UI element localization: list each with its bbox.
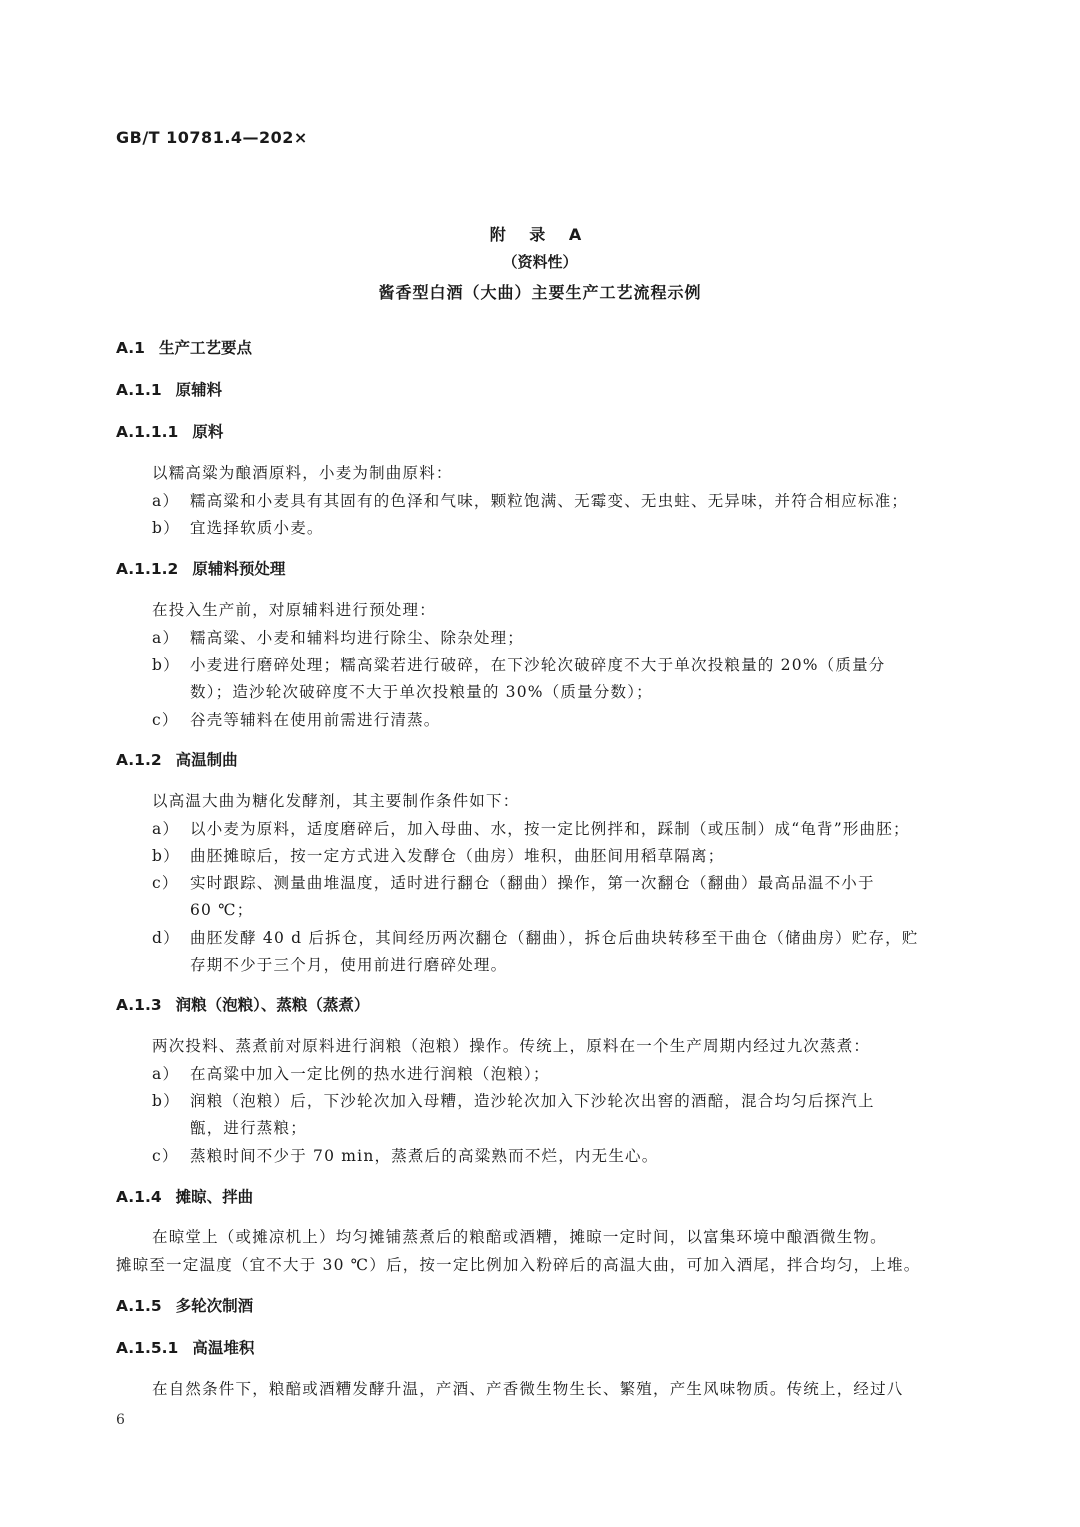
list-item	[152, 1144, 658, 1166]
heading-a13	[116, 993, 369, 1015]
list-text: 小麦进行磨碎处理；糯高粱若进行破碎，在下沙轮次破碎度不大于单次投粮量的 20%（质量分	[190, 656, 886, 674]
paragraph: 以高温大曲为糖化发酵剂，其主要制作条件如下：	[152, 792, 520, 810]
paragraph: 在投入生产前，对原辅料进行预处理：	[152, 601, 436, 619]
annex-label: 附 录 A	[489, 225, 591, 244]
heading-a15	[116, 1294, 253, 1316]
paragraph: 在自然条件下，粮醅或酒糟发酵升温，产酒、产香微生物生长、繁殖，产生风味物质。传统上，经过八	[152, 1380, 904, 1398]
list-label: b）	[152, 1092, 180, 1110]
list-label: c）	[152, 874, 179, 892]
list-text-continued: 甑，进行蒸粮；	[190, 1119, 307, 1137]
heading-title: 生产工艺要点	[158, 339, 252, 357]
list-text: 实时跟踪、测量曲堆温度，适时进行翻仓（翻曲）操作，第一次翻仓（翻曲）最高品温不小于	[190, 874, 875, 892]
list-label: b）	[152, 519, 180, 537]
list-item	[152, 489, 908, 511]
list-text: 糯高粱、小麦和辅料均进行除尘、除杂处理；	[190, 629, 525, 647]
list-text: 糯高粱和小麦具有其固有的色泽和气味，颗粒饱满、无霉变、无虫蛀、无异味，并符合相应标准；	[190, 492, 909, 510]
heading-a151	[116, 1336, 254, 1358]
list-item	[152, 1062, 550, 1084]
heading-number: A.1.1.1	[116, 423, 179, 441]
heading-title: 润粮（泡粮）、蒸粮（蒸煮）	[175, 996, 370, 1014]
heading-a14	[116, 1185, 253, 1207]
heading-number: A.1.4	[116, 1188, 162, 1206]
annex-title: 酱香型白酒（大曲）主要生产工艺流程示例	[378, 283, 702, 302]
list-text-continued: 60 ℃；	[190, 901, 254, 919]
document-code: GB/T 10781.4—202×	[116, 128, 308, 147]
paragraph: 两次投料、蒸煮前对原料进行润粮（泡粮）操作。传统上，原料在一个生产周期内经过九次蒸煮：	[152, 1037, 871, 1055]
list-text: 曲胚摊晾后，按一定方式进入发酵仓（曲房）堆积，曲胚间用稻草隔离；	[190, 847, 725, 865]
list-text: 蒸粮时间不少于 70 min，蒸煮后的高粱熟而不烂，内无生心。	[190, 1147, 659, 1165]
heading-title: 高温堆积	[192, 1339, 255, 1357]
list-item	[152, 844, 724, 866]
list-label: b）	[152, 656, 180, 674]
heading-number: A.1.1	[116, 381, 162, 399]
list-text: 宜选择软质小麦。	[190, 519, 324, 537]
paragraph-continued: 摊晾至一定温度（宜不大于 30 ℃）后，按一定比例加入粉碎后的高温大曲，可加入酒尾，拌合均匀，上堆。	[116, 1256, 921, 1274]
list-text-continued: 存期不少于三个月，使用前进行磨碎处理。	[190, 956, 508, 974]
list-label: a）	[152, 629, 180, 647]
heading-a12	[116, 748, 238, 770]
paragraph: 在晾堂上（或摊凉机上）均匀摊铺蒸煮后的粮醅或酒糟，摊晾一定时间，以富集环境中酿酒微生物。	[152, 1228, 887, 1246]
heading-title: 高温制曲	[175, 751, 238, 769]
list-label: b）	[152, 847, 180, 865]
list-item	[152, 516, 324, 538]
list-text: 曲胚发酵 40 d 后拆仓，其间经历两次翻仓（翻曲），拆仓后曲块转移至干曲仓（储曲房）贮存，贮	[190, 929, 919, 947]
annex-nature: （资料性）	[502, 253, 578, 271]
heading-title: 原辅料	[175, 381, 223, 399]
heading-number: A.1.5	[116, 1297, 162, 1315]
list-label: c）	[152, 711, 179, 729]
list-item	[152, 708, 441, 730]
list-item	[152, 653, 885, 675]
list-label: a）	[152, 492, 180, 510]
list-text: 谷壳等辅料在使用前需进行清蒸。	[190, 711, 441, 729]
heading-a1	[116, 336, 252, 358]
heading-title: 摊晾、拌曲	[175, 1188, 254, 1206]
list-item	[152, 817, 910, 839]
list-item	[152, 926, 919, 948]
heading-title: 多轮次制酒	[175, 1297, 254, 1315]
heading-a111	[116, 420, 223, 442]
list-label: a）	[152, 820, 180, 838]
list-label: d）	[152, 929, 180, 947]
page-number: 6	[116, 1412, 125, 1428]
list-text: 润粮（泡粮）后，下沙轮次加入母糟，造沙轮次加入下沙轮次出窖的酒醅，混合均匀后探汽上	[190, 1092, 875, 1110]
list-text: 以小麦为原料，适度磨碎后，加入母曲、水，按一定比例拌和，踩制（或压制）成“龟背”形曲胚；	[190, 820, 910, 838]
heading-title: 原辅料预处理	[192, 560, 286, 578]
paragraph: 以糯高粱为酿酒原料，小麦为制曲原料：	[152, 464, 453, 482]
heading-title: 原料	[192, 423, 224, 441]
heading-number: A.1	[116, 339, 145, 357]
heading-number: A.1.2	[116, 751, 162, 769]
list-item	[152, 626, 524, 648]
heading-a112	[116, 557, 285, 579]
heading-number: A.1.1.2	[116, 560, 179, 578]
list-label: c）	[152, 1147, 179, 1165]
list-item	[152, 871, 875, 893]
heading-number: A.1.5.1	[116, 1339, 179, 1357]
heading-a11	[116, 378, 222, 400]
list-text-continued: 数）；造沙轮次破碎度不大于单次投粮量的 30%（质量分数）；	[190, 683, 653, 701]
list-text: 在高粱中加入一定比例的热水进行润粮（泡粮）；	[190, 1065, 550, 1083]
list-label: a）	[152, 1065, 180, 1083]
list-item	[152, 1089, 875, 1111]
heading-number: A.1.3	[116, 996, 162, 1014]
